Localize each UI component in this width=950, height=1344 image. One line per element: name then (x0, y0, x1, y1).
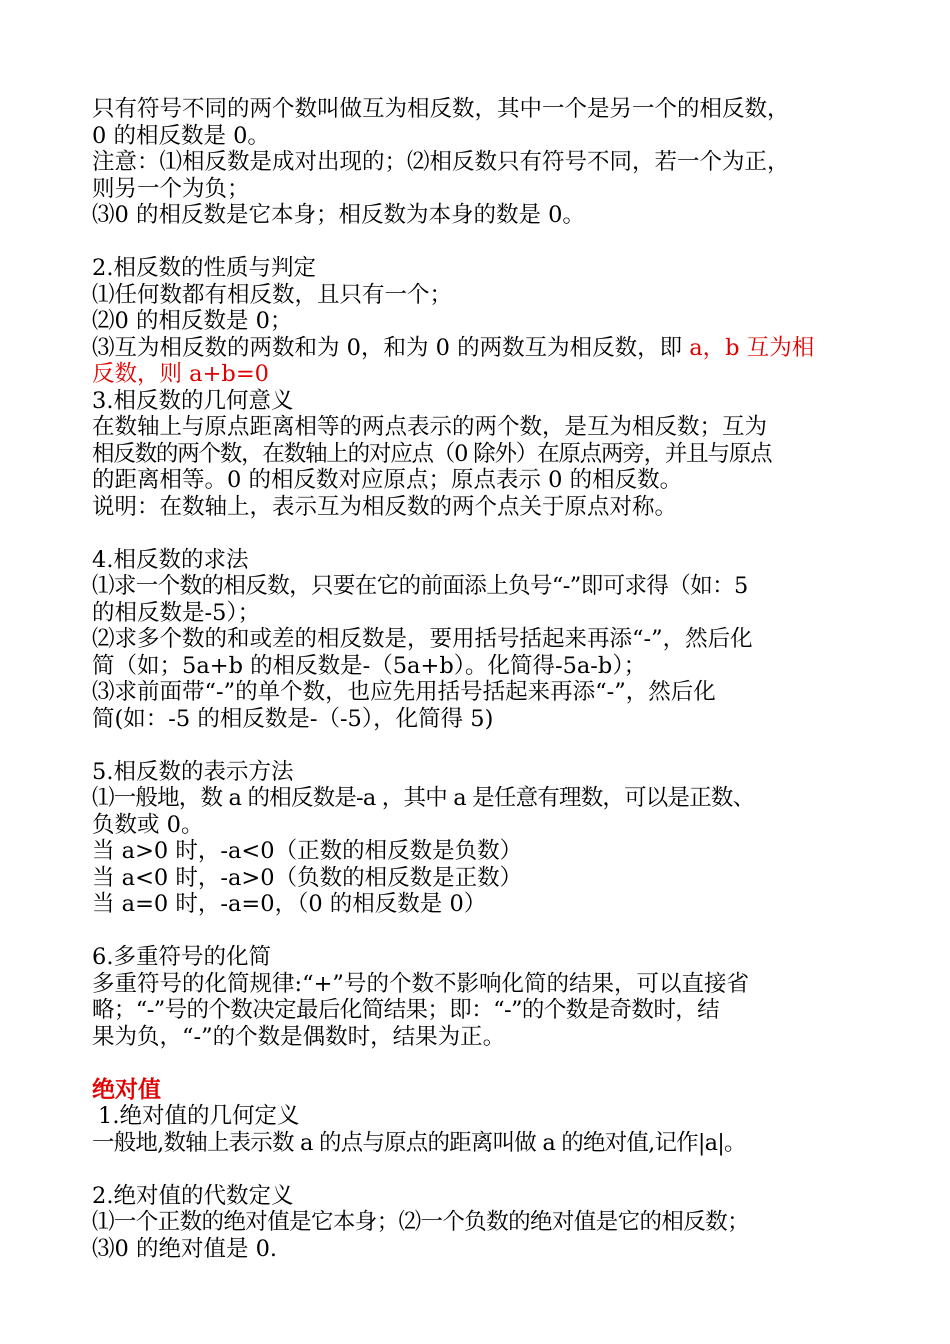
abs-geometric-title: 1.绝对值的几何定义 (98, 1103, 300, 1129)
sec1-line4: 则另一个为负； (92, 175, 250, 202)
sec6-line2: 略；“-”号的个数决定最后化简结果；即：“-”的个数是奇数时，结 (92, 997, 720, 1023)
sec2-line1: ⑴任何数都有相反数，且只有一个； (92, 281, 453, 308)
sec4-line1: ⑴求一个数的相反数，只要在它的前面添上负号“-”即可求得（如：5 (92, 573, 748, 599)
sec4-line3: ⑵求多个数的和或差的相反数是，要用括号括起来再添“-”，然后化 (92, 626, 753, 652)
abs-algebraic-title: 2.绝对值的代数定义 (92, 1182, 294, 1209)
spacer (92, 229, 862, 256)
sec1-line2: 0 的相反数是 0。 (92, 122, 270, 149)
sec5-line2: 负数或 0。 (92, 811, 204, 838)
spacer (92, 1156, 862, 1183)
sec4-line4: 简（如；5a+b 的相反数是-（5a+b）。化简得-5a-b）； (92, 652, 647, 679)
document-page (92, 96, 862, 1262)
spacer (92, 1050, 862, 1077)
sec3-line4: 说明：在数轴上，表示互为相反数的两个点关于原点对称。 (92, 493, 678, 520)
sec2-line3-text: ⑶互为相反数的两数和为 0，和为 0 的两数互为相反数，即 (92, 334, 690, 361)
sec2-title: 2.相反数的性质与判定 (92, 255, 316, 281)
sec4-line5: ⑶求前面带“-”的单个数，也应先用括号括起来再添“-”，然后化 (92, 679, 716, 705)
sec2-line3-highlight: a，b 互为相 (689, 334, 815, 361)
sec2-line3 (92, 335, 862, 362)
sec5-line3: 当 a>0 时，-a<0（正数的相反数是负数） (92, 838, 523, 864)
sec6-title: 6.多重符号的化简 (92, 944, 271, 970)
absolute-value-heading: 绝对值 (92, 1076, 161, 1103)
sec6-line1: 多重符号的化简规律:“+”号的个数不影响化简的结果，可以直接省 (92, 970, 749, 997)
sec3-title: 3.相反数的几何意义 (92, 387, 294, 414)
sec3-line3: 的距离相等。0 的相反数对应原点；原点表示 0 的相反数。 (92, 467, 683, 493)
sec5-line4: 当 a<0 时，-a>0（负数的相反数是正数） (92, 864, 523, 891)
sec1-line3: 注意：⑴相反数是成对出现的；⑵相反数只有符号不同，若一个为正， (92, 149, 790, 175)
sec1-line5: ⑶0 的相反数是它本身；相反数为本身的数是 0。 (92, 202, 585, 228)
sec5-title: 5.相反数的表示方法 (92, 758, 294, 785)
abs-geometric-line1: 一般地,数轴上表示数 a 的点与原点的距离叫做 a 的绝对值,记作|a|。 (92, 1129, 746, 1156)
sec2-line4-highlight: 反数，则 a+b=0 (92, 361, 269, 387)
spacer (92, 520, 862, 547)
sec4-line2: 的相反数是-5）； (92, 599, 261, 626)
spacer (92, 918, 862, 945)
sec1-line1: 只有符号不同的两个数叫做互为相反数，其中一个是另一个的相反数， (92, 96, 790, 122)
sec3-line2: 相反数的两个数，在数轴上的对应点（0 除外）在原点两旁，并且与原点 (92, 440, 772, 467)
sec5-line5: 当 a=0 时，-a=0，（0 的相反数是 0） (92, 891, 487, 917)
spacer (92, 732, 862, 759)
sec5-line1: ⑴一般地，数 a 的相反数是-a ，其中 a 是任意有理数，可以是正数、 (92, 785, 755, 811)
sec3-line1: 在数轴上与原点距离相等的两点表示的两个数，是互为相反数；互为 (92, 414, 768, 440)
sec4-title: 4.相反数的求法 (92, 546, 249, 573)
sec4-line6: 简(如：-5 的相反数是-（-5），化简得 5) (92, 705, 494, 732)
abs-algebraic-line2: ⑶0 的绝对值是 0. (92, 1235, 278, 1262)
sec6-line3: 果为负，“-”的个数是偶数时，结果为正。 (92, 1023, 506, 1050)
sec2-line2: ⑵0 的相反数是 0； (92, 308, 293, 334)
abs-algebraic-line1: ⑴一个正数的绝对值是它本身；⑵一个负数的绝对值是它的相反数； (92, 1209, 750, 1235)
